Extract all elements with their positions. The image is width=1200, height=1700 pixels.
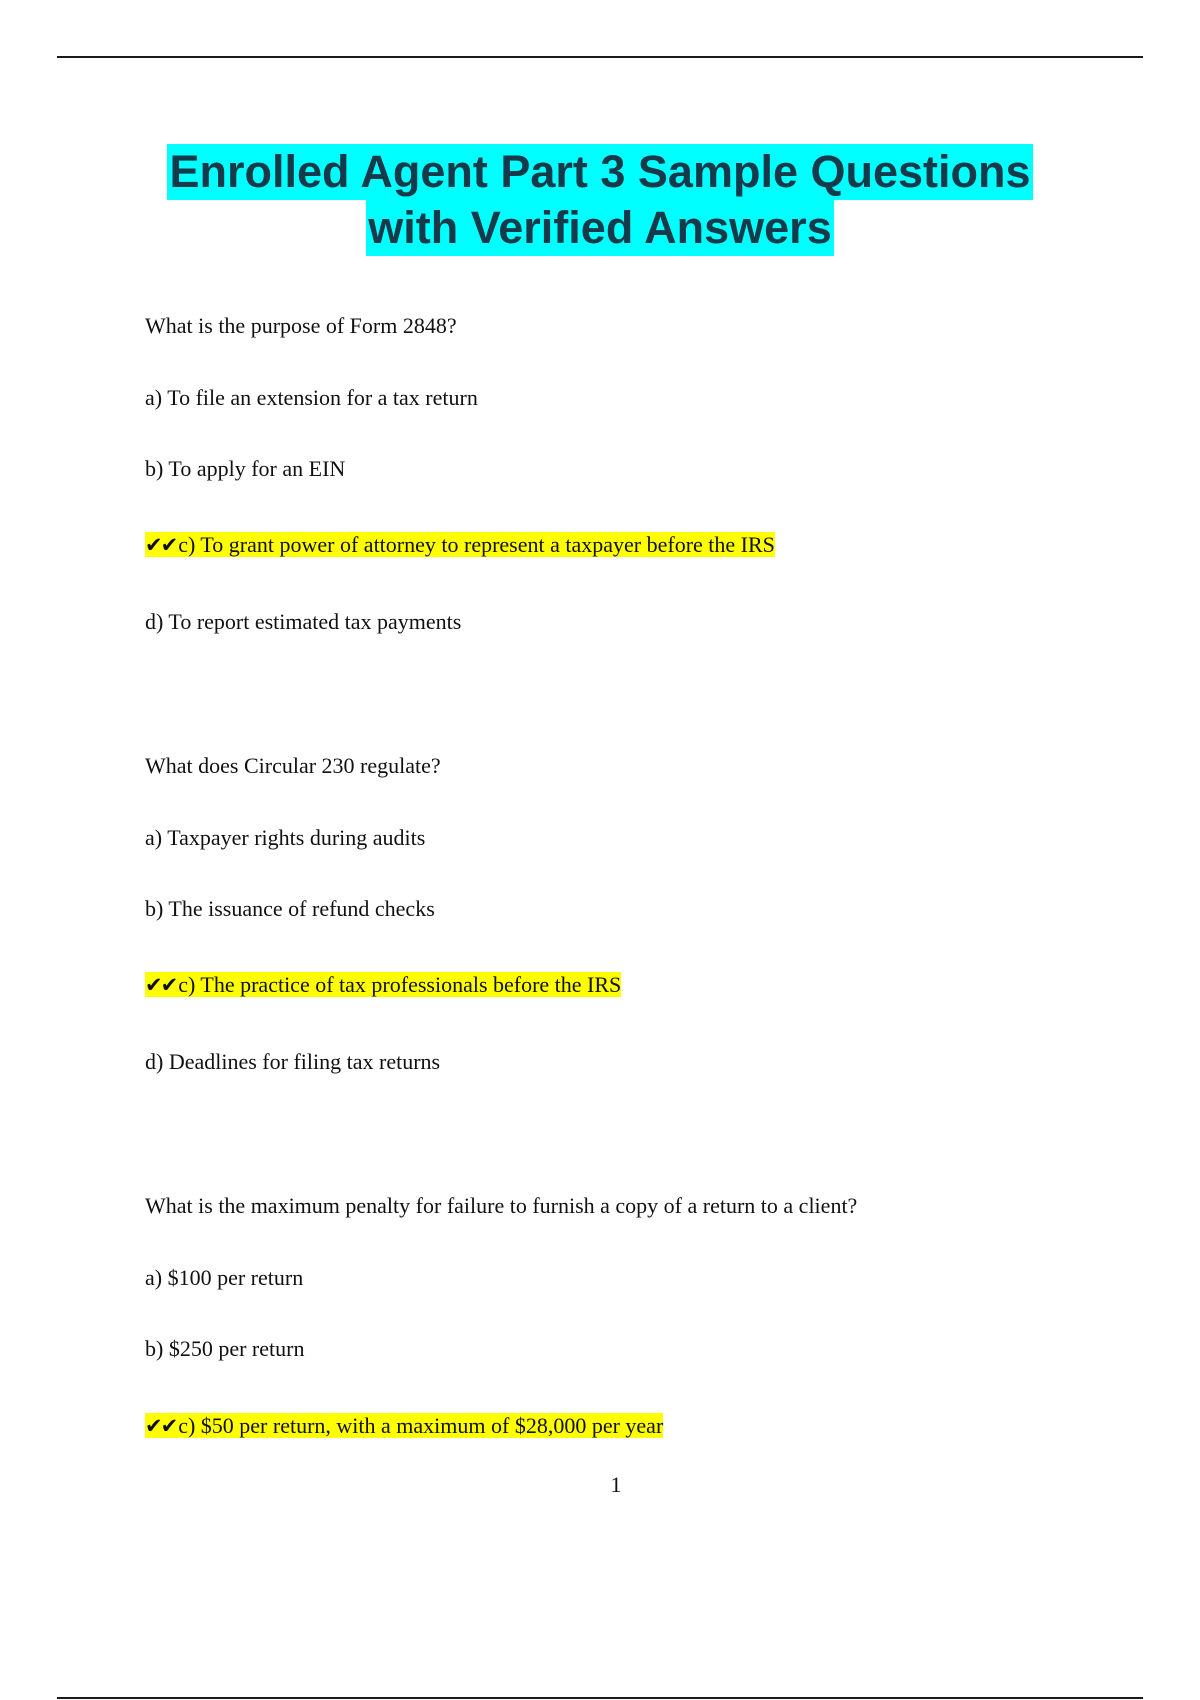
- top-rule: [57, 56, 1143, 58]
- question-2-correct-answer: [145, 972, 621, 998]
- question-3-option-b: b) $250 per return: [145, 1336, 305, 1361]
- question-1-text: What is the purpose of Form 2848?: [145, 313, 457, 338]
- page-number: 1: [610, 1472, 622, 1497]
- question-2-option-a: a) Taxpayer rights during audits: [145, 825, 426, 850]
- question-3-option-c: c) $50 per return, with a maximum of $28,000 per year: [178, 1413, 664, 1438]
- check-mark-icon: ✔✔: [145, 533, 177, 557]
- question-1-option-d: d) To report estimated tax payments: [145, 609, 462, 634]
- question-1-correct-answer: [145, 532, 775, 558]
- question-3-correct-answer: [145, 1413, 663, 1439]
- question-3-option-a: a) $100 per return: [145, 1265, 304, 1290]
- question-3-text: What is the maximum penalty for failure to furnish a copy of a return to a client?: [145, 1193, 858, 1218]
- question-1-option-b: b) To apply for an EIN: [145, 456, 346, 481]
- title-line-1: Enrolled Agent Part 3 Sample Questions: [167, 144, 1032, 200]
- question-1-option-a: a) To file an extension for a tax return: [145, 385, 478, 410]
- title-line-2: with Verified Answers: [366, 200, 833, 256]
- answer-highlight: [145, 532, 775, 557]
- answer-highlight: [145, 1413, 663, 1438]
- question-2-text: What does Circular 230 regulate?: [145, 753, 441, 778]
- check-mark-icon: ✔✔: [145, 1414, 177, 1438]
- check-mark-icon: ✔✔: [145, 973, 177, 997]
- question-2-option-d: d) Deadlines for filing tax returns: [145, 1049, 441, 1074]
- question-2-option-b: b) The issuance of refund checks: [145, 896, 435, 921]
- answer-highlight: [145, 972, 621, 997]
- question-2-option-c: c) The practice of tax professionals before the IRS: [178, 972, 622, 997]
- document-title: [0, 144, 1200, 256]
- bottom-rule: [57, 1697, 1143, 1699]
- question-1-option-c: c) To grant power of attorney to represent a taxpayer before the IRS: [178, 532, 775, 557]
